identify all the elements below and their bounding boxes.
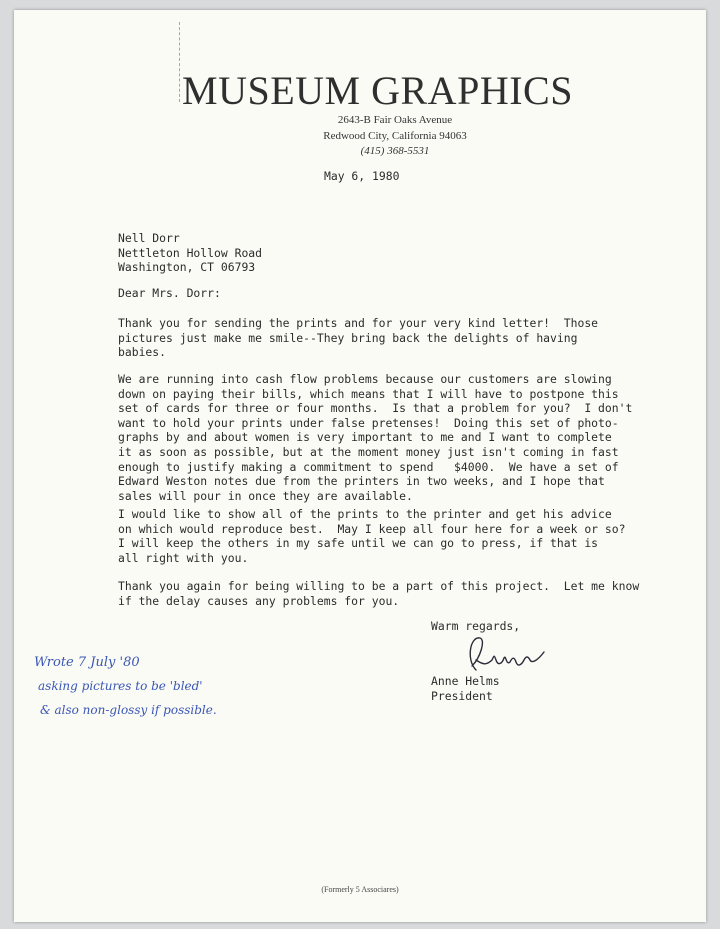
company-name: MUSEUM GRAPHICS xyxy=(182,68,573,113)
paragraph-4: Thank you again for being willing to be a part of this project. Let me know if the delay causes any problems for you. xyxy=(118,579,640,608)
paragraph-3: I would like to show all of the prints to the printer and get his advice on which would reproduce best. May I keep all four here for a week or so? I will keep the others in my safe until we can go to press, if that is all right with you. xyxy=(118,507,626,565)
signer-name: Anne Helms xyxy=(431,674,500,688)
recipient-address: Nell Dorr Nettleton Hollow Road Washington, CT 06793 xyxy=(118,231,263,275)
letterhead-phone: (415) 368-5531 xyxy=(360,145,430,157)
paragraph-1: Thank you for sending the prints and for your very kind letter! Those pictures just make me smile--They bring back the delights of having babies. xyxy=(118,316,599,360)
signer-title: President xyxy=(431,688,493,703)
letterhead-address-line2: Redwood City, California 94063 xyxy=(323,130,467,142)
footer-note: (Formerly 5 Associares) xyxy=(321,885,399,894)
paragraph-2: We are running into cash flow problems because our customers are slowing down on paying their bills, which means that I will have to postpone this set of cards for three or four months. Is that a problem for you? I don't want to hold your prints under false pretenses! Doing this set of photo- graphs by and about women is very important to me and I want to complete it as soon as possible, but at the moment money just isn't coming in fast enough to justify making a commitment to spend $4000. We have a set of Edward Weston notes due from the printers in two weeks, and I hope that sales will pour in once they are available. xyxy=(118,372,633,503)
letter-date: May 6, 1980 xyxy=(324,169,400,183)
letterhead-address-line1: 2643-B Fair Oaks Avenue xyxy=(337,114,453,126)
signer-block xyxy=(431,674,500,703)
handwritten-line-1: Wrote 7 July '80 xyxy=(34,655,140,670)
handwritten-note xyxy=(34,652,334,727)
handwritten-line-3: & also non-glossy if possible. xyxy=(40,703,217,717)
salutation: Dear Mrs. Dorr: xyxy=(118,286,221,300)
handwritten-line-2: asking pictures to be 'bled' xyxy=(38,679,203,693)
letter-page xyxy=(14,10,706,922)
closing: Warm regards, xyxy=(431,619,521,633)
signature xyxy=(458,630,558,680)
